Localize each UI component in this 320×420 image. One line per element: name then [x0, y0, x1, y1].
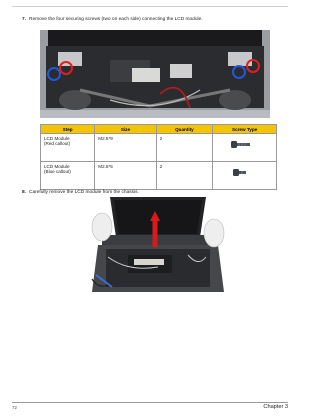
table-row [41, 134, 277, 162]
step-8 [22, 190, 139, 196]
remove-screws-photo [40, 30, 270, 118]
cell-quantity: 2 [156, 162, 213, 190]
cell-size: M2.5*5 [95, 162, 156, 190]
footer-rule [12, 402, 288, 403]
cell-step: LCD Module (Red callout) [41, 134, 95, 162]
table-row [41, 162, 277, 190]
step-instruction: Remove the four securing screws (two on each side) connecting the LCD module. [29, 17, 203, 22]
screw-table [40, 124, 277, 190]
cell-screw-type [213, 162, 277, 190]
cell-screw-type [213, 134, 277, 162]
step-number: 8. [22, 190, 27, 195]
step-number: 7. [22, 17, 27, 22]
chapter-label: Chapter 3 [263, 404, 288, 410]
long-screw-icon [230, 139, 252, 151]
header-step: Step [41, 125, 95, 134]
short-screw-icon [232, 167, 248, 179]
top-rule [12, 6, 288, 7]
remove-lcd-photo [88, 197, 228, 292]
step-7 [22, 17, 203, 23]
step-instruction: Carefully remove the LCD module from the chassis. [29, 190, 139, 195]
cell-step: LCD Module (Blue callout) [41, 162, 95, 190]
table-header-row [41, 125, 277, 134]
page-number: 72 [12, 405, 18, 410]
cell-size: M2.5*9 [95, 134, 156, 162]
header-size: Size [95, 125, 156, 134]
cell-quantity: 2 [156, 134, 213, 162]
header-quantity: Quantity [156, 125, 213, 134]
header-screw-type: Screw Type [213, 125, 277, 134]
